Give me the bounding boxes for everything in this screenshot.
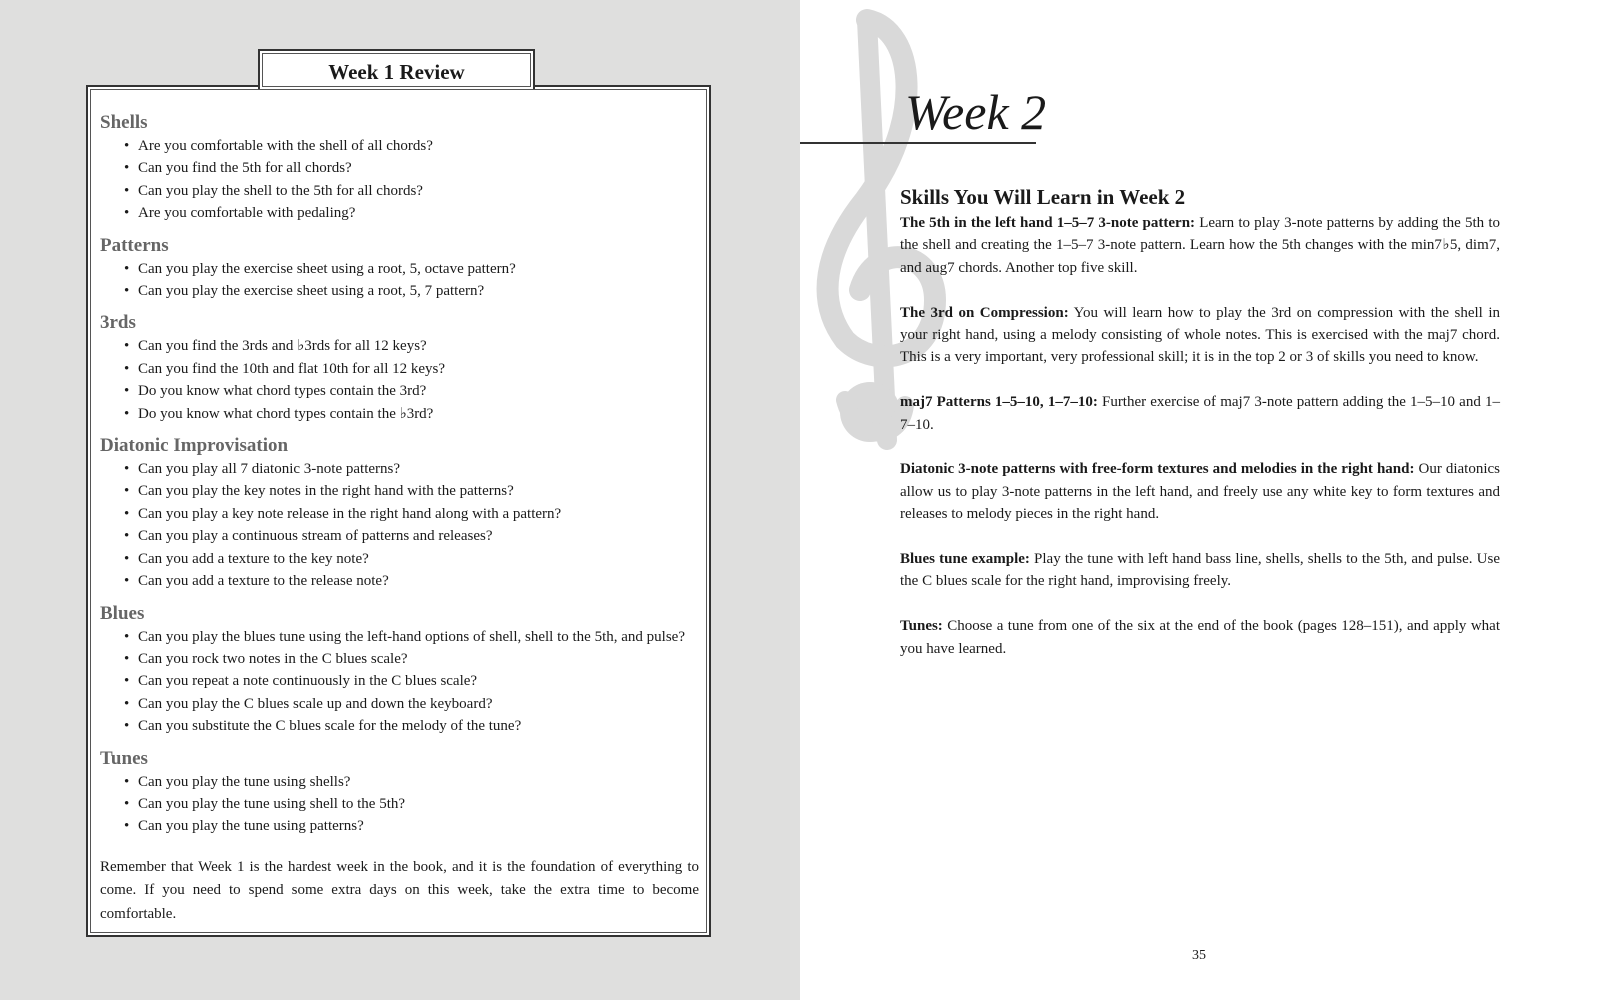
question-list	[100, 626, 699, 738]
title-rule	[800, 142, 1036, 144]
question-item: • Can you play the shell to the 5th for all chords?	[124, 180, 699, 202]
skill-paragraph	[900, 391, 1500, 436]
question-item: • Can you play the tune using shell to the 5th?	[124, 793, 699, 815]
review-section	[100, 747, 699, 838]
skill-paragraph	[900, 615, 1500, 660]
question-item: • Can you play all 7 diatonic 3-note patterns?	[124, 458, 699, 480]
review-closing: Remember that Week 1 is the hardest week in the book, and it is the foundation of everything to come. If you need to spend some extra days on this week, take the extra time to become comfortable.	[100, 858, 699, 922]
section-heading: Patterns	[100, 234, 169, 256]
review-title-tab	[258, 49, 535, 89]
question-item: • Can you play the blues tune using the left-hand options of shell, shell to the 5th, and pulse?	[124, 626, 699, 648]
skill-lead: The 3rd on Compression:	[900, 304, 1069, 321]
question-item: • Can you repeat a note continuously in the C blues scale?	[124, 670, 699, 692]
question-item: • Do you know what chord types contain the ♭3rd?	[124, 403, 699, 425]
section-heading: Shells	[100, 112, 148, 133]
skill-lead: The 5th in the left hand 1–5–7 3-note pattern:	[900, 215, 1196, 231]
question-item: • Can you play the C blues scale up and down the keyboard?	[124, 693, 699, 715]
question-item: • Do you know what chord types contain the 3rd?	[124, 380, 699, 402]
question-list	[100, 135, 699, 225]
skill-text: You will learn how to play the 3rd on compression with the shell in your right hand, using a melody consisting of whole notes. This is exercised with the maj7 chord. This is a very important, very professional skill; it is in the top 2 or 3 of skills you need to know.	[900, 304, 1501, 366]
skill-lead: Blues tune example:	[900, 551, 1030, 568]
question-item: • Can you play the tune using patterns?	[124, 815, 699, 837]
section-heading: 3rds	[100, 312, 136, 334]
skill-paragraphs	[900, 212, 1500, 660]
skill-text: Further exercise of maj7 3-note pattern adding the 1–5–10 and 1–7–10.	[900, 394, 1500, 433]
skill-lead: Diatonic 3-note patterns with free-form textures and melodies in the right hand:	[900, 461, 1415, 478]
question-item: • Can you add a texture to the release note?	[124, 570, 699, 592]
question-list	[100, 258, 699, 303]
question-item: • Can you play a key note release in the right hand along with a pattern?	[124, 503, 699, 525]
question-item: • Can you play a continuous stream of patterns and releases?	[124, 525, 699, 547]
question-item: • Can you play the exercise sheet using a root, 5, octave pattern?	[124, 258, 699, 280]
review-section	[100, 602, 699, 738]
question-item: • Can you find the 5th for all chords?	[124, 157, 699, 179]
question-item: • Are you comfortable with pedaling?	[124, 202, 699, 224]
question-list	[100, 458, 699, 592]
skill-text: Play the tune with left hand bass line, shells, shells to the 5th, and pulse. Use the C blues scale for the right hand, improvising freely.	[900, 551, 1500, 590]
question-item: • Can you add a texture to the key note?	[124, 548, 699, 570]
skill-text: Our diatonics allow us to play 3-note patterns in the left hand, and freely use any white key to form textures and releases to melody pieces in the right hand.	[900, 461, 1500, 523]
skill-lead: Tunes:	[900, 618, 943, 635]
right-page	[800, 0, 1600, 1000]
review-content	[100, 111, 699, 941]
question-item: • Can you substitute the C blues scale for the melody of the tune?	[124, 715, 699, 737]
skill-lead: maj7 Patterns 1–5–10, 1–7–10:	[900, 394, 1098, 411]
section-heading: Blues	[100, 602, 145, 624]
skill-paragraph	[900, 212, 1500, 279]
section-heading: Diatonic Improvisation	[100, 435, 289, 457]
skills-section	[900, 182, 1500, 682]
question-list	[100, 771, 699, 838]
question-item: • Can you find the 10th and flat 10th for all 12 keys?	[124, 358, 699, 380]
skill-text: Choose a tune from one of the six at the end of the book (pages 128–151), and apply what you have learned.	[900, 618, 1500, 657]
question-item: • Are you comfortable with the shell of all chords?	[124, 135, 699, 157]
skill-paragraph	[900, 302, 1500, 369]
question-list	[100, 335, 699, 425]
review-section	[100, 234, 699, 303]
question-item: • Can you play the key notes in the right hand with the patterns?	[124, 480, 699, 502]
skill-text: Learn to play 3-note patterns by adding the 5th to the shell and creating the 1–5–7 3-note pattern. Learn how the 5th changes with the min7♭5, dim7, and aug7 chords. Another top five skill.	[900, 215, 1500, 276]
section-heading: Tunes	[100, 747, 148, 769]
review-title: Week 1 Review	[328, 60, 465, 84]
question-item: • Can you find the 3rds and ♭3rds for all 12 keys?	[124, 335, 699, 357]
skills-heading: Skills You Will Learn in Week 2	[900, 185, 1186, 209]
page-number: 35	[1192, 948, 1206, 963]
question-item: • Can you rock two notes in the C blues scale?	[124, 648, 699, 670]
question-item: • Can you play the exercise sheet using a root, 5, 7 pattern?	[124, 280, 699, 302]
skill-paragraph	[900, 548, 1500, 593]
week-title: Week 2	[905, 84, 1047, 140]
review-section	[100, 111, 699, 225]
question-item: • Can you play the tune using shells?	[124, 771, 699, 793]
review-box	[86, 85, 711, 937]
review-sections	[100, 111, 699, 838]
review-section	[100, 311, 699, 425]
review-section	[100, 434, 699, 592]
skill-paragraph	[900, 458, 1500, 525]
